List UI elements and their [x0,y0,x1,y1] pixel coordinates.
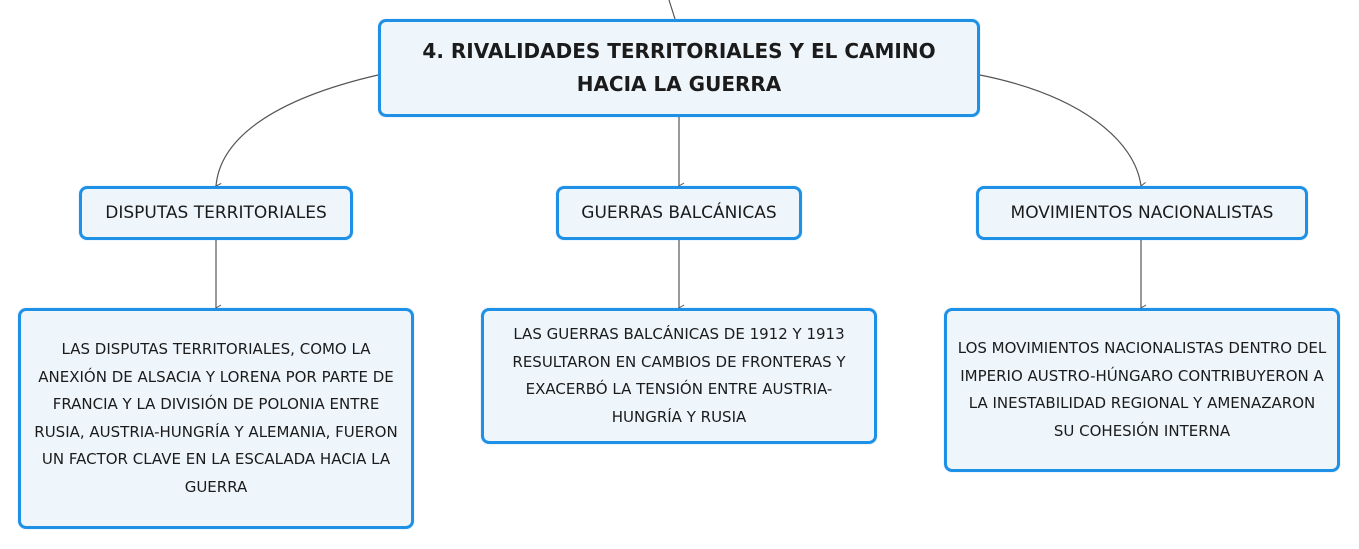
topic-label: MOVIMIENTOS NACIONALISTAS [1010,203,1274,223]
detail-node-movimientos-nacionalistas[interactable] [944,308,1340,472]
detail-text: LAS DISPUTAS TERRITORIALES, COMO LA ANEXIÓN DE ALSACIA Y LORENA POR PARTE DE FRANCIA Y LA DIVISIÓN DE POLONIA ENTRE RUSIA, AUSTRIA-HUNGRÍA Y ALEMANIA, FUERON UN FACTOR CLAVE EN LA ESCALADA HACIA LA GUERRA [34,340,398,496]
detail-node-guerras-balcanicas[interactable] [481,308,877,444]
root-node[interactable] [378,19,980,117]
topic-node-disputas-territoriales[interactable] [79,186,353,240]
topic-label: DISPUTAS TERRITORIALES [105,203,327,223]
connector-root-to-topic-0 [216,75,378,186]
connector-parent-to-root [669,0,675,19]
root-title: 4. RIVALIDADES TERRITORIALES Y EL CAMINO HACIA LA GUERRA [422,39,936,96]
detail-text: LOS MOVIMIENTOS NACIONALISTAS DENTRO DEL IMPERIO AUSTRO-HÚNGARO CONTRIBUYERON A LA INESTABILIDAD REGIONAL Y AMENAZARON SU COHESIÓN INTERNA [957,339,1327,440]
topic-label: GUERRAS BALCÁNICAS [581,203,777,223]
topic-node-guerras-balcanicas[interactable] [556,186,802,240]
connector-root-to-topic-2 [980,75,1141,186]
detail-node-disputas-territoriales[interactable] [18,308,414,529]
topic-node-movimientos-nacionalistas[interactable] [976,186,1308,240]
detail-text: LAS GUERRAS BALCÁNICAS DE 1912 Y 1913 RESULTARON EN CAMBIOS DE FRONTERAS Y EXACERBÓ LA TENSIÓN ENTRE AUSTRIA-HUNGRÍA Y RUSIA [512,325,846,426]
